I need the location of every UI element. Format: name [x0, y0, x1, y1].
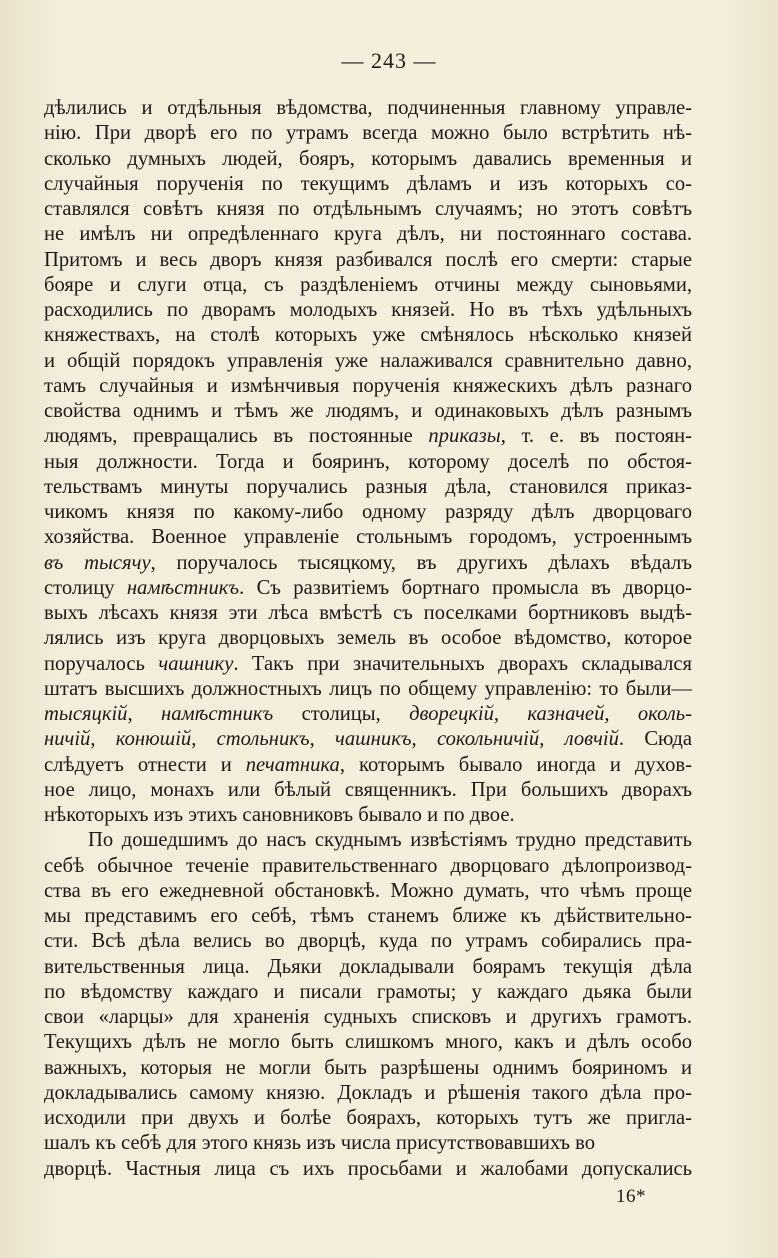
text-line	[44, 778, 692, 803]
text-line	[44, 500, 692, 525]
italic-term: чашникъ	[335, 728, 412, 751]
text-run: лялись изъ круга дворцовыхъ земель въ особое вѣдомство, которое	[44, 627, 692, 650]
text-run: бояре и слуги отца, съ раздѣленіемъ отчины между сыновьями,	[44, 273, 692, 296]
text-run: столицы,	[273, 703, 410, 725]
text-run: Притомъ и весь дворъ князя разбивался послѣ его смерти: старые	[44, 248, 692, 271]
text-line	[44, 677, 692, 702]
text-line	[44, 147, 692, 172]
text-line	[44, 374, 692, 399]
text-line	[44, 298, 692, 323]
text-run: дѣлились и отдѣльныя вѣдомства, подчиненныя главному управле-	[44, 97, 692, 119]
text-line	[44, 803, 692, 828]
text-run: выхъ лѣсахъ князя эти лѣса вмѣстѣ съ поселками бортниковъ выдѣ-	[44, 602, 692, 624]
text-run: хозяйства. Военное управленіе стольнымъ городомъ, устроеннымъ	[44, 526, 692, 549]
text-line	[44, 323, 692, 348]
italic-term: стольникъ	[216, 728, 310, 751]
italic-term: конюшій	[115, 728, 192, 751]
text-run: сти. Всѣ дѣла велись во дворцѣ, куда по утрамъ собирались пра-	[44, 930, 692, 953]
text-run: , поручалось тысяцкому, въ другихъ дѣлахъ вѣдалъ	[150, 551, 692, 574]
text-line	[44, 248, 692, 273]
text-run: по вѣдомству каждаго и писали грамоты; у каждаго дьяка были	[44, 980, 692, 1003]
text-line	[44, 1157, 692, 1182]
text-run: себѣ обычное теченіе правительственнаго дворцоваго дѣлопроизвод-	[44, 854, 692, 877]
text-run: дворцѣ. Частныя лица съ ихъ просьбами и жалобами допускались	[44, 1157, 692, 1180]
text-run: важныхъ, которыя не могли быть разрѣшены однимъ бояриномъ и	[44, 1056, 692, 1079]
text-line	[44, 955, 692, 980]
text-run: тамъ случайныя и измѣнчивыя порученія княжескихъ дѣлъ разнаго	[44, 374, 692, 397]
text-run: случайныя порученія по текущимъ дѣламъ и изъ которыхъ со-	[44, 172, 692, 195]
italic-term: ловчій	[564, 728, 619, 751]
italic-term: чашнику	[158, 652, 234, 675]
text-run: ,	[90, 728, 116, 751]
text-line	[44, 424, 692, 449]
text-run: сколько думныхъ людей, бояръ, которымъ давались временныя и	[44, 147, 692, 170]
italic-term: въ тысячу	[44, 551, 151, 574]
text-line	[44, 399, 692, 424]
page-number: — 243 —	[341, 48, 437, 73]
text-line	[44, 475, 692, 500]
text-line	[44, 1030, 692, 1055]
text-run: чикомъ князя по какому-либо одному разряду дѣлъ дворцоваго	[44, 501, 692, 523]
text-run: ,	[493, 703, 528, 725]
italic-term: печатника	[245, 753, 340, 776]
signature-mark: 16*	[616, 1186, 646, 1207]
text-line	[44, 1131, 692, 1156]
text-run: ,	[411, 728, 437, 751]
text-run: Текущихъ дѣлъ не могло быть слишкомъ много, какъ и дѣлъ особо	[44, 1031, 692, 1054]
text-line	[44, 551, 692, 576]
text-run: . Съ развитіемъ бортнаго промысла въ дворцо-	[239, 576, 692, 599]
text-run: столицу	[44, 576, 127, 599]
text-line	[44, 702, 692, 727]
text-line	[44, 576, 692, 601]
text-run: слѣдуетъ отнести и	[44, 753, 246, 776]
text-run: ,	[191, 728, 217, 751]
text-line	[44, 854, 692, 879]
text-line	[44, 904, 692, 929]
text-run: ныя должности. Тогда и бояринъ, которому доселѣ по обстоя-	[44, 450, 692, 473]
text-run: не имѣлъ ни опредѣленнаго круга дѣлъ, ни постояннаго состава.	[44, 223, 692, 246]
italic-term: намѣстникъ	[160, 703, 274, 725]
text-line	[44, 626, 692, 651]
italic-term: околь-	[637, 703, 693, 725]
text-run: свойства однимъ и тѣмъ же людямъ, и одинаковыхъ дѣлъ разнымъ	[44, 400, 692, 422]
text-run: поручалось	[44, 652, 159, 675]
italic-term: тысяцкій	[44, 703, 128, 725]
italic-term: дворецкій	[409, 703, 494, 725]
text-run: ,	[309, 728, 336, 751]
text-run: и общій порядокъ управленія уже налаживался сравнительно давно,	[44, 349, 692, 372]
italic-term: приказы	[428, 425, 501, 448]
text-run: докладывались самому князю. Докладъ и рѣшенія такого дѣла про-	[44, 1081, 692, 1104]
text-line	[44, 601, 692, 626]
text-run: вительственныя лица. Дьяки докладывали боярамъ текущія дѣла	[44, 955, 692, 978]
text-line	[44, 525, 692, 550]
text-line	[44, 96, 692, 121]
italic-term: ничій	[44, 728, 91, 751]
text-run: тельствамъ минуты поручались разныя дѣла, становился приказ-	[44, 475, 692, 498]
text-run: ства въ его ежедневной обстановкѣ. Можно думать, что чѣмъ проще	[44, 879, 692, 902]
italic-term: казначей	[527, 703, 605, 725]
text-line	[44, 980, 692, 1005]
italic-term: сокольничій	[436, 728, 540, 751]
text-line	[44, 1056, 692, 1081]
text-run: ,	[127, 703, 161, 725]
text-line	[44, 121, 692, 146]
text-run: , которымъ бывало иногда и духов-	[339, 753, 692, 776]
text-line	[44, 273, 692, 298]
text-run: исходили при двухъ и болѣе боярахъ, которыхъ тутъ же пригла-	[44, 1107, 692, 1129]
text-run: расходились по дворамъ молодыхъ князей. Но въ тѣхъ удѣльныхъ	[44, 299, 692, 321]
text-line	[44, 450, 692, 475]
text-run: ,	[539, 728, 565, 751]
text-run: нію. При дворѣ его по утрамъ всегда можно было встрѣтить нѣ-	[44, 122, 692, 145]
text-line	[44, 652, 692, 677]
text-run: людямъ, превращались въ постоянные	[44, 425, 429, 448]
text-run: княжествахъ, на столѣ которыхъ уже смѣнялось нѣсколько князей	[44, 324, 692, 347]
body-text	[44, 96, 692, 1182]
text-line	[44, 753, 692, 778]
text-run: , т. е. въ постоян-	[500, 425, 692, 448]
text-run: мы представимъ его себѣ, тѣмъ станемъ ближе къ дѣйствительно-	[44, 905, 692, 927]
text-run: ное лицо, монахъ или бѣлый священникъ. При большихъ дворахъ	[44, 778, 692, 801]
text-run: . Сюда	[618, 728, 693, 751]
text-line	[44, 727, 692, 752]
text-line	[44, 222, 692, 247]
text-run: ,	[604, 703, 638, 725]
text-run: штатъ высшихъ должностныхъ лицъ по общему управленію: то были—	[44, 677, 692, 700]
italic-term: намѣстникъ	[126, 576, 240, 599]
text-run: По дошедшимъ до насъ скуднымъ извѣстіямъ трудно представить	[88, 829, 692, 852]
text-line	[44, 828, 692, 853]
text-line	[44, 349, 692, 374]
text-line	[44, 929, 692, 954]
text-line	[44, 172, 692, 197]
text-run: шалъ къ себѣ для этого князь изъ числа присутствовавшихъ во	[44, 1132, 596, 1155]
text-line	[44, 1106, 692, 1131]
text-run: . Такъ при значительныхъ дворахъ складывался	[233, 652, 693, 675]
text-run: ставлялся совѣтъ князя по отдѣльнымъ случаямъ; но этотъ совѣтъ	[44, 198, 692, 220]
text-run: нѣкоторыхъ изъ этихъ сановниковъ бывало и по двое.	[44, 804, 515, 826]
text-line	[44, 879, 692, 904]
text-run: свои «ларцы» для храненія судныхъ списковъ и другихъ грамотъ.	[44, 1006, 692, 1028]
text-line	[44, 197, 692, 222]
text-line	[44, 1081, 692, 1106]
text-line	[44, 1005, 692, 1030]
